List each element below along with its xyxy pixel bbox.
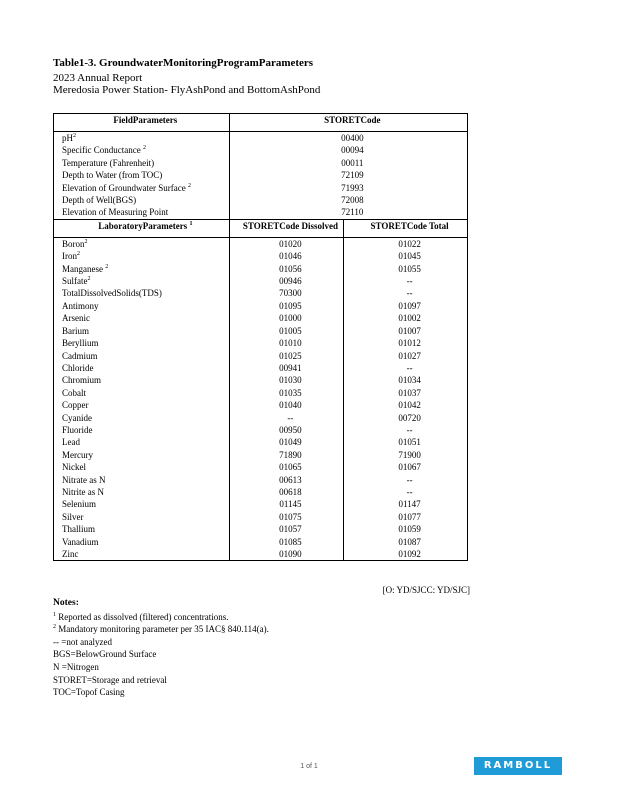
field-param-name: Depth to Water (from TOC) <box>54 169 230 181</box>
lab-header-row <box>54 219 468 237</box>
lab-row <box>54 523 468 535</box>
field-row <box>54 194 468 206</box>
lab-total-code: 01097 <box>344 300 468 312</box>
field-row <box>54 182 468 194</box>
lab-total-code: 01022 <box>344 237 468 250</box>
lab-param-name: Chloride <box>54 362 230 374</box>
lab-total-code: 01007 <box>344 325 468 337</box>
lab-dissolved-code: 01085 <box>229 536 344 548</box>
lab-total-code: 71900 <box>344 449 468 461</box>
abbr-toc: TOC=Topof Casing <box>53 687 125 698</box>
lab-param-name: Nickel <box>54 461 230 473</box>
lab-row <box>54 474 468 486</box>
lab-row <box>54 449 468 461</box>
field-storet-code: 71993 <box>229 182 467 194</box>
notes-heading: Notes: <box>53 598 79 608</box>
lab-dissolved-code: 01005 <box>229 325 344 337</box>
abbr-n: N =Nitrogen <box>53 661 99 672</box>
lab-param-name: Barium <box>54 325 230 337</box>
lab-dissolved-code: 01049 <box>229 436 344 448</box>
lab-param-name: Beryllium <box>54 337 230 349</box>
lab-param-name: TotalDissolvedSolids(TDS) <box>54 287 230 299</box>
abbr-storet: STORET=Storage and retrieval <box>53 674 167 685</box>
field-row <box>54 132 468 145</box>
lab-param-name: Boron$^2$ <box>54 237 230 250</box>
lab-total-code: -- <box>344 275 468 287</box>
table-title: Table1-3. GroundwaterMonitoringProgramParameters <box>53 57 314 69</box>
lab-total-code: 01045 <box>344 250 468 262</box>
lab-dissolved-code: 00941 <box>229 362 344 374</box>
lab-param-name: Zinc <box>54 548 230 561</box>
lab-total-code: -- <box>344 424 468 436</box>
field-param-name: Elevation of Groundwater Surface $^2$ <box>54 182 230 194</box>
lab-total-code: 01037 <box>344 387 468 399</box>
lab-total-code: 01042 <box>344 399 468 411</box>
lab-row <box>54 412 468 424</box>
lab-row <box>54 536 468 548</box>
field-param-name: Temperature (Fahrenheit) <box>54 157 230 169</box>
lab-param-name: Silver <box>54 511 230 523</box>
site-subtitle: Meredosia Power Station- FlyAshPond and BottomAshPond <box>53 84 321 96</box>
lab-row <box>54 325 468 337</box>
note-3: -- =not analyzed <box>53 636 113 647</box>
lab-dissolved-code: 01056 <box>229 263 344 275</box>
parameters-table <box>53 113 468 561</box>
lab-param-name: Cyanide <box>54 412 230 424</box>
lab-dissolved-code: -- <box>229 412 344 424</box>
lab-row <box>54 337 468 349</box>
field-header-row <box>54 114 468 132</box>
lab-param-name: Vanadium <box>54 536 230 548</box>
lab-dissolved-code: 01035 <box>229 387 344 399</box>
lab-total-code: 01002 <box>344 312 468 324</box>
lab-row <box>54 312 468 324</box>
lab-row <box>54 424 468 436</box>
lab-dissolved-code: 71890 <box>229 449 344 461</box>
lab-row <box>54 498 468 510</box>
field-row <box>54 157 468 169</box>
lab-row <box>54 387 468 399</box>
lab-param-name: Chromium <box>54 374 230 386</box>
lab-param-name: Arsenic <box>54 312 230 324</box>
field-storet-code: 00011 <box>229 157 467 169</box>
lab-total-code: 00720 <box>344 412 468 424</box>
notes-section <box>53 597 269 699</box>
field-param-name: $pH^2$ <box>54 132 230 145</box>
lab-param-name: Thallium <box>54 523 230 535</box>
lab-dissolved-code: 01090 <box>229 548 344 561</box>
field-param-header: FieldParameters <box>54 114 230 132</box>
lab-total-code: 01051 <box>344 436 468 448</box>
lab-total-code: -- <box>344 287 468 299</box>
lab-row <box>54 548 468 561</box>
page-number: 1 of 1 <box>300 763 318 770</box>
field-row <box>54 206 468 219</box>
lab-dissolved-code: 01000 <box>229 312 344 324</box>
lab-dissolved-code: 01145 <box>229 498 344 510</box>
lab-row <box>54 275 468 287</box>
lab-param-name: Fluoride <box>54 424 230 436</box>
lab-total-code: 01027 <box>344 350 468 362</box>
lab-dissolved-code: 00613 <box>229 474 344 486</box>
lab-total-code: 01147 <box>344 498 468 510</box>
lab-row <box>54 486 468 498</box>
field-row <box>54 169 468 181</box>
lab-param-name: Iron$^2$ <box>54 250 230 262</box>
lab-param-name: Sulfate$^2$ <box>54 275 230 287</box>
lab-param-name: Selenium <box>54 498 230 510</box>
lab-total-code: -- <box>344 474 468 486</box>
lab-dissolved-code: 00946 <box>229 275 344 287</box>
lab-row <box>54 374 468 386</box>
lab-row <box>54 461 468 473</box>
field-storet-code: 72109 <box>229 169 467 181</box>
lab-param-name: Manganese $^2$ <box>54 263 230 275</box>
lab-dissolved-code: 01046 <box>229 250 344 262</box>
lab-total-code: 01059 <box>344 523 468 535</box>
note-2: $^2$ Mandatory monitoring parameter per 35 IAC§ 840.114(a). <box>53 624 269 635</box>
lab-dissolved-code: 01020 <box>229 237 344 250</box>
lab-total-header: STORETCode Total <box>344 219 468 237</box>
lab-param-name: Mercury <box>54 449 230 461</box>
lab-dissolved-code: 01040 <box>229 399 344 411</box>
field-storet-code: 00400 <box>229 132 467 145</box>
field-row <box>54 144 468 156</box>
lab-total-code: -- <box>344 362 468 374</box>
lab-row <box>54 250 468 262</box>
table-footer-code: [O: YD/SJCC: YD/SJC] <box>382 585 470 595</box>
document-header <box>53 57 320 97</box>
lab-row <box>54 263 468 275</box>
lab-row <box>54 362 468 374</box>
field-storet-header: STORETCode <box>229 114 467 132</box>
lab-row <box>54 287 468 299</box>
lab-row <box>54 300 468 312</box>
lab-row <box>54 511 468 523</box>
field-param-name: Elevation of Measuring Point <box>54 206 230 219</box>
lab-row <box>54 350 468 362</box>
lab-total-code: -- <box>344 486 468 498</box>
lab-total-code: 01077 <box>344 511 468 523</box>
lab-dissolved-code: 01075 <box>229 511 344 523</box>
lab-dissolved-code: 01095 <box>229 300 344 312</box>
lab-total-code: 01087 <box>344 536 468 548</box>
field-storet-code: 72110 <box>229 206 467 219</box>
lab-param-name: Nitrate as N <box>54 474 230 486</box>
lab-param-name: Cadmium <box>54 350 230 362</box>
ramboll-logo: RAMBOLL <box>474 757 562 775</box>
field-storet-code: 00094 <box>229 144 467 156</box>
note-1: $^1$ Reported as dissolved (filtered) concentrations. <box>53 611 229 622</box>
field-storet-code: 72008 <box>229 194 467 206</box>
lab-param-name: Lead <box>54 436 230 448</box>
lab-row <box>54 436 468 448</box>
lab-param-name: Cobalt <box>54 387 230 399</box>
report-subtitle: 2023 Annual Report <box>53 71 143 84</box>
abbr-bgs: BGS=BelowGround Surface <box>53 649 157 660</box>
lab-total-code: 01067 <box>344 461 468 473</box>
lab-row <box>54 237 468 250</box>
lab-dissolved-code: 00950 <box>229 424 344 436</box>
lab-total-code: 01092 <box>344 548 468 561</box>
lab-row <box>54 399 468 411</box>
lab-param-name: Antimony <box>54 300 230 312</box>
lab-dissolved-code: 01025 <box>229 350 344 362</box>
lab-dissolved-code: 01057 <box>229 523 344 535</box>
lab-dissolved-code: 01065 <box>229 461 344 473</box>
lab-dissolved-header: STORETCode Dissolved <box>229 219 344 237</box>
lab-param-name: Copper <box>54 399 230 411</box>
field-param-name: Specific Conductance $^2$ <box>54 144 230 156</box>
lab-total-code: 01012 <box>344 337 468 349</box>
lab-param-name: Nitrite as N <box>54 486 230 498</box>
lab-dissolved-code: 01010 <box>229 337 344 349</box>
lab-dissolved-code: 70300 <box>229 287 344 299</box>
lab-dissolved-code: 01030 <box>229 374 344 386</box>
lab-total-code: 01055 <box>344 263 468 275</box>
lab-total-code: 01034 <box>344 374 468 386</box>
lab-param-header: LaboratoryParameters $^1$ <box>54 219 230 237</box>
lab-dissolved-code: 00618 <box>229 486 344 498</box>
field-param-name: Depth of Well(BGS) <box>54 194 230 206</box>
